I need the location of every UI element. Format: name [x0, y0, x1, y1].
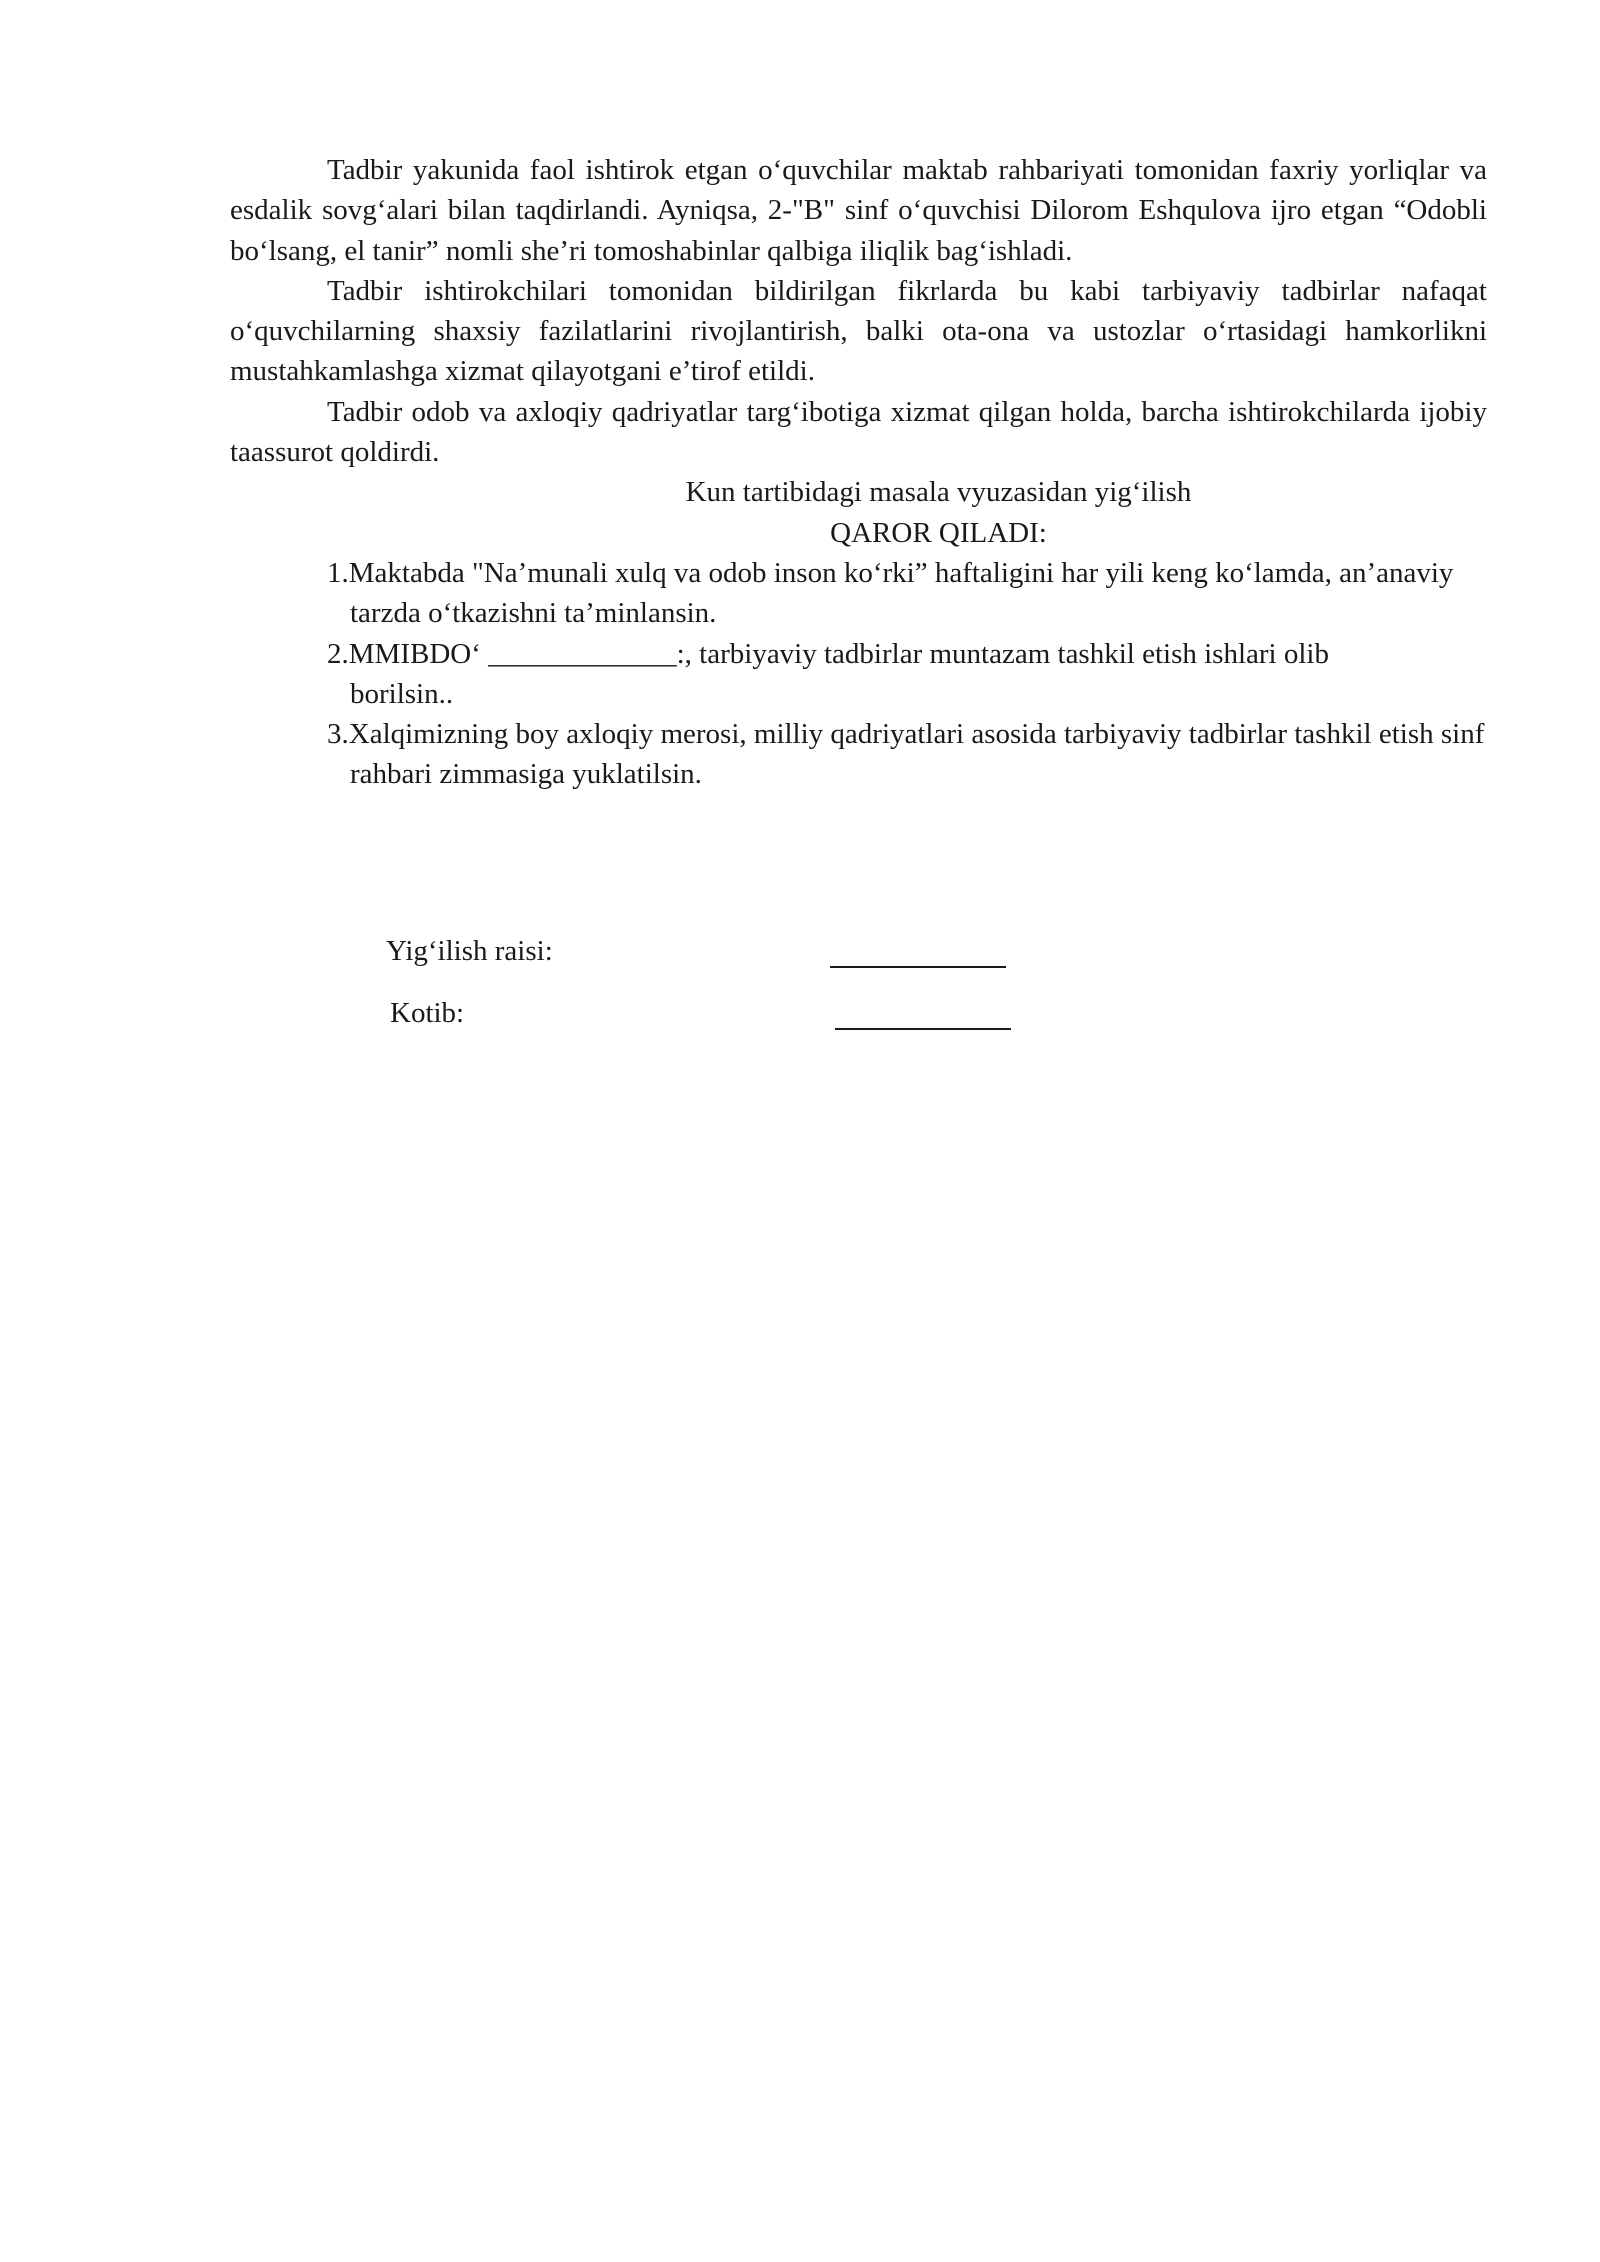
decision-text: MMIBDO‘ _____________:, tarbiyaviy tadbirlar muntazam tashkil etish ishlari olib borilsin.. — [348, 637, 1329, 710]
decision-item — [230, 634, 1487, 715]
paragraph-award: Tadbir yakunida faol ishtirok etgan o‘quvchilar maktab rahbariyati tomonidan faxriy yorliqlar va esdalik sovg‘alari bilan taqdirlandi. Ayniqsa, 2-"B" sinf o‘quvchisi Dilorom Eshqulova ijro etgan “Odobli bo‘lsang, el tanir” nomli she’ri tomoshabinlar qalbiga iliqlik bag‘ishladi. — [230, 154, 1487, 267]
agenda-line: Kun tartibidagi masala vyuzasidan yig‘ilish — [685, 476, 1192, 509]
decision-number: 1. — [327, 556, 349, 589]
paragraph-impression: Tadbir odob va axloqiy qadriyatlar targ‘ibotiga xizmat qilgan holda, barcha ishtirokchilarda ijobiy taassurot qoldirdi. — [230, 395, 1487, 469]
secretary-signature-line — [835, 1028, 1011, 1030]
decision-list — [230, 553, 1487, 795]
decision-heading: QAROR QILADI: — [830, 516, 1047, 549]
decision-number: 2. — [327, 637, 349, 670]
decision-item — [230, 714, 1487, 795]
chairman-label: Yig‘ilish raisi: — [386, 935, 553, 967]
decision-item — [230, 553, 1487, 634]
decision-text: Maktabda "Na’munali xulq va odob inson ko‘rki” haftaligini har yili keng ko‘lamda, an’anaviy tarzda o‘tkazishni ta’minlansin. — [348, 556, 1454, 630]
document-body — [230, 150, 1487, 795]
decision-text: Xalqimizning boy axloqiy merosi, milliy qadriyatlari asosida tarbiyaviy tadbirlar tashkil etish sinf rahbari zimmasiga yuklatilsin. — [348, 718, 1485, 791]
paragraph-opinions: Tadbir ishtirokchilari tomonidan bildirilgan fikrlarda bu kabi tarbiyaviy tadbirlar nafaqat o‘quvchilarning shaxsiy fazilatlarini rivojlantirish, balki ota-ona va ustozlar o‘rtasidagi hamkorlikni mustahkamlashga xizmat qilayotgani e’tirof etildi. — [230, 274, 1487, 388]
decision-number: 3. — [327, 718, 349, 751]
chairman-signature-line — [830, 966, 1006, 968]
secretary-label: Kotib: — [390, 997, 465, 1029]
